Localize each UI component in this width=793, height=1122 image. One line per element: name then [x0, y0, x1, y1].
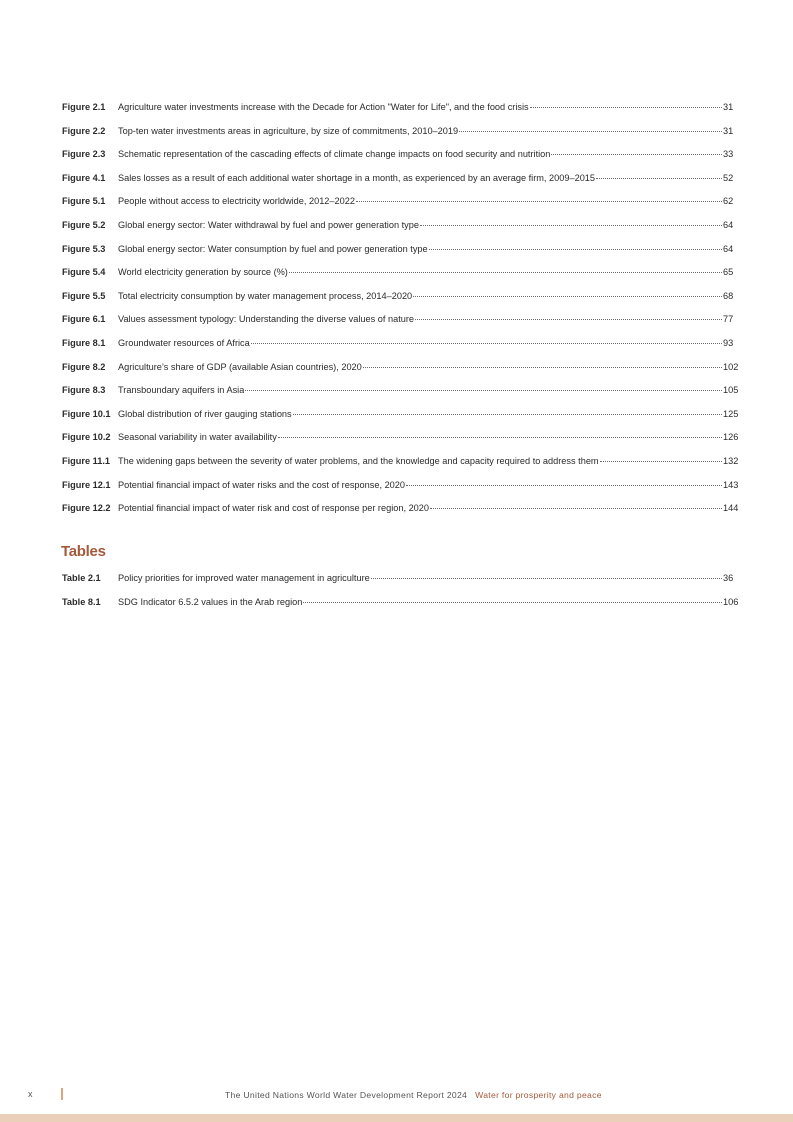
- entry-title: Global distribution of river gauging stations: [118, 408, 292, 419]
- figure-entry[interactable]: [62, 407, 740, 431]
- page-number: x: [28, 1089, 33, 1099]
- entry-page-number: 64: [723, 243, 734, 254]
- entry-title: Seasonal variability in water availability: [118, 432, 277, 443]
- figure-entry[interactable]: [62, 478, 740, 502]
- figure-entry[interactable]: [62, 501, 740, 525]
- entry-page-number: 144: [723, 503, 739, 514]
- footer-theme: Water for prosperity and peace: [475, 1090, 602, 1100]
- entry-label: Figure 4.1: [62, 172, 106, 183]
- entry-label: Figure 5.1: [62, 196, 106, 207]
- entry-page-number: 126: [723, 432, 739, 443]
- figure-entry[interactable]: [62, 360, 740, 384]
- entry-title: Policy priorities for improved water management in agriculture: [118, 573, 370, 583]
- figure-entry[interactable]: [62, 100, 740, 124]
- figure-entry[interactable]: [62, 194, 740, 218]
- entry-label: Figure 5.4: [62, 267, 106, 278]
- dot-leader: [278, 437, 722, 438]
- entry-page-number: 77: [723, 314, 734, 325]
- entry-title: World electricity generation by source (%): [118, 267, 288, 278]
- list-of-figures: [62, 100, 740, 525]
- entry-label: Figure 8.2: [62, 361, 106, 372]
- entry-title: The widening gaps between the severity of water problems, and the knowledge and capacity required to address them: [118, 455, 599, 466]
- footer-text: [225, 1090, 602, 1100]
- entry-label: Table 8.1: [62, 596, 101, 607]
- entry-page-number: 31: [723, 102, 734, 112]
- entry-title: Schematic representation of the cascading effects of climate change impacts on food security and nutrition: [118, 149, 551, 160]
- dot-leader: [289, 272, 722, 273]
- entry-title: Potential financial impact of water risk and cost of response per region, 2020: [118, 503, 430, 514]
- bottom-color-band: [0, 1114, 793, 1122]
- figure-entry[interactable]: [62, 383, 740, 407]
- entry-label: Figure 10.1: [62, 408, 111, 419]
- figure-entry[interactable]: [62, 312, 740, 336]
- entry-page-number: 36: [723, 573, 734, 583]
- tables-heading: Tables: [61, 543, 106, 560]
- figure-entry[interactable]: [62, 289, 740, 313]
- entry-page-number: 52: [723, 172, 734, 183]
- entry-title: Agriculture water investments increase with the Decade for Action "Water for Life", and the food crisis: [118, 102, 529, 112]
- dot-leader: [430, 508, 722, 509]
- entry-page-number: 106: [723, 596, 739, 607]
- dot-leader: [596, 178, 722, 179]
- dot-leader: [429, 249, 722, 250]
- entry-page-number: 33: [723, 149, 734, 160]
- entry-page-number: 105: [723, 385, 739, 396]
- figure-entry[interactable]: [62, 430, 740, 454]
- entry-page-number: 93: [723, 337, 734, 348]
- dot-leader: [371, 578, 722, 579]
- figure-entry[interactable]: [62, 171, 740, 195]
- entry-label: Figure 5.5: [62, 290, 106, 301]
- entry-label: Figure 6.1: [62, 314, 106, 325]
- entry-label: Figure 12.2: [62, 503, 111, 514]
- dot-leader: [459, 131, 722, 132]
- entry-label: Figure 12.1: [62, 479, 111, 490]
- footer-report-title: The United Nations World Water Development Report 2024: [225, 1090, 468, 1100]
- entry-label: Figure 2.3: [62, 149, 106, 160]
- entry-title: Global energy sector: Water consumption by fuel and power generation type: [118, 243, 428, 254]
- entry-page-number: 102: [723, 361, 739, 372]
- footer-divider: [61, 1088, 63, 1100]
- entry-page-number: 31: [723, 125, 734, 136]
- dot-leader: [415, 319, 722, 320]
- list-of-tables: [62, 571, 740, 618]
- entry-label: Figure 8.3: [62, 385, 106, 396]
- entry-label: Figure 2.2: [62, 125, 106, 136]
- dot-leader: [363, 367, 722, 368]
- figure-entry[interactable]: [62, 124, 740, 148]
- dot-leader: [530, 107, 722, 108]
- entry-title: Global energy sector: Water withdrawal by fuel and power generation type: [118, 219, 419, 230]
- entry-label: Figure 5.2: [62, 219, 106, 230]
- figure-entry[interactable]: [62, 147, 740, 171]
- dot-leader: [420, 225, 722, 226]
- figure-entry[interactable]: [62, 265, 740, 289]
- entry-page-number: 62: [723, 196, 734, 207]
- entry-page-number: 143: [723, 479, 739, 490]
- entry-page-number: 132: [723, 455, 739, 466]
- entry-title: Sales losses as a result of each additional water shortage in a month, as experienced by an average firm, 2009–2015: [118, 172, 596, 183]
- dot-leader: [600, 461, 722, 462]
- entry-label: Figure 11.1: [62, 455, 111, 466]
- entry-title: People without access to electricity worldwide, 2012–2022: [118, 196, 355, 207]
- entry-page-number: 65: [723, 267, 734, 278]
- figure-entry[interactable]: [62, 242, 740, 266]
- entry-title: SDG Indicator 6.5.2 values in the Arab region: [118, 596, 303, 607]
- dot-leader: [293, 414, 722, 415]
- entry-label: Table 2.1: [62, 573, 101, 583]
- entry-title: Transboundary aquifers in Asia: [118, 385, 245, 396]
- dot-leader: [406, 485, 722, 486]
- figure-entry[interactable]: [62, 454, 740, 478]
- entry-page-number: 68: [723, 290, 734, 301]
- entry-title: Total electricity consumption by water management process, 2014–2020: [118, 290, 413, 301]
- table-entry[interactable]: [62, 595, 740, 619]
- figure-entry[interactable]: [62, 218, 740, 242]
- entry-page-number: 125: [723, 408, 739, 419]
- entry-title: Agriculture’s share of GDP (available Asian countries), 2020: [118, 361, 362, 372]
- table-entry[interactable]: [62, 571, 740, 595]
- entry-title: Top-ten water investments areas in agriculture, by size of commitments, 2010–2019: [118, 125, 459, 136]
- dot-leader: [245, 390, 722, 391]
- entry-label: Figure 10.2: [62, 432, 111, 443]
- dot-leader: [251, 343, 722, 344]
- dot-leader: [551, 154, 722, 155]
- dot-leader: [356, 201, 722, 202]
- entry-title: Potential financial impact of water risks and the cost of response, 2020: [118, 479, 406, 490]
- entry-title: Groundwater resources of Africa: [118, 337, 250, 348]
- entry-label: Figure 8.1: [62, 337, 106, 348]
- entry-label: Figure 5.3: [62, 243, 106, 254]
- dot-leader: [413, 296, 722, 297]
- entry-label: Figure 2.1: [62, 102, 106, 112]
- entry-page-number: 64: [723, 219, 734, 230]
- figure-entry[interactable]: [62, 336, 740, 360]
- dot-leader: [303, 602, 722, 603]
- entry-title: Values assessment typology: Understanding the diverse values of nature: [118, 314, 415, 325]
